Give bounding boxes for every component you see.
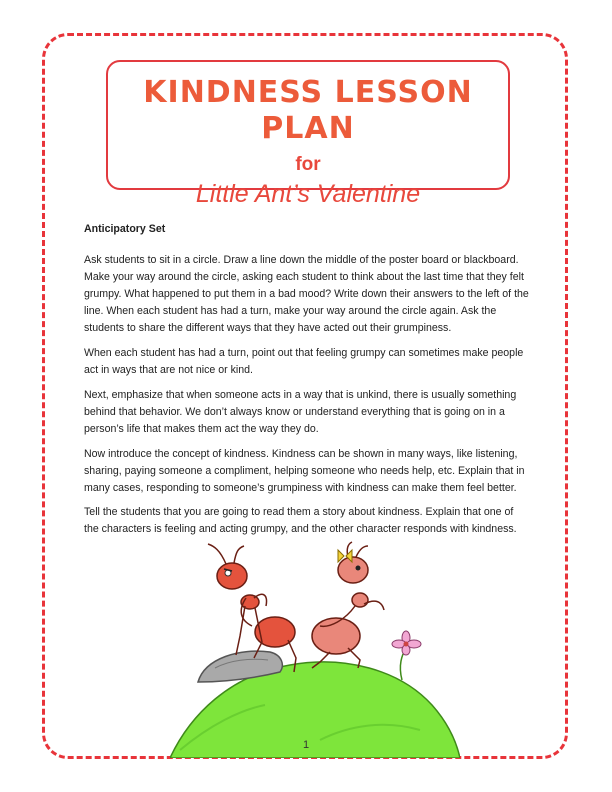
page-number: 1 [302,739,310,751]
title-for-label: for [295,154,321,175]
page-title: KINDNESS LESSON PLAN [143,75,473,146]
title-box [106,60,510,208]
ants-on-hill-illustration [170,540,460,758]
lesson-content [84,221,530,546]
section-heading: Anticipatory Set [84,223,166,235]
paragraph: Next, emphasize that when someone acts in a way that is unkind, there is usually something behind that behavior. We don’t always know or understand everything that is going on in a person’s life that makes them act the way they do. [84,388,517,435]
paragraph: When each student has had a turn, point out that feeling grumpy can sometimes make people act in ways that are not nice or kind. [84,347,524,377]
paragraph: Tell the students that you are going to read them a story about kindness. Explain that one of the characters is feeling and acting grumpy, and the other character responds with kindness. [84,506,517,536]
paragraph: Ask students to sit in a circle. Draw a line down the middle of the poster board or blackboard. Make your way around the circle, asking each student to think about the last time that they felt grumpy. What happened to put them in a bad mood? Write down their answers to the left of the line. When each student has had a turn, make your way around the circle again. Ask the students to share the different ways that they have acted out their grumpiness. [84,254,529,335]
kind-ant [312,542,384,668]
paragraph: Now introduce the concept of kindness. Kindness can be shown in many ways, like listening, sharing, paying someone a compliment, helping someone who needs help, etc. Explain that in many cases, responding to someone’s grumpiness with kindness can make them feel better. [84,447,525,494]
book-title: Little Ant’s Valentine [195,180,421,208]
